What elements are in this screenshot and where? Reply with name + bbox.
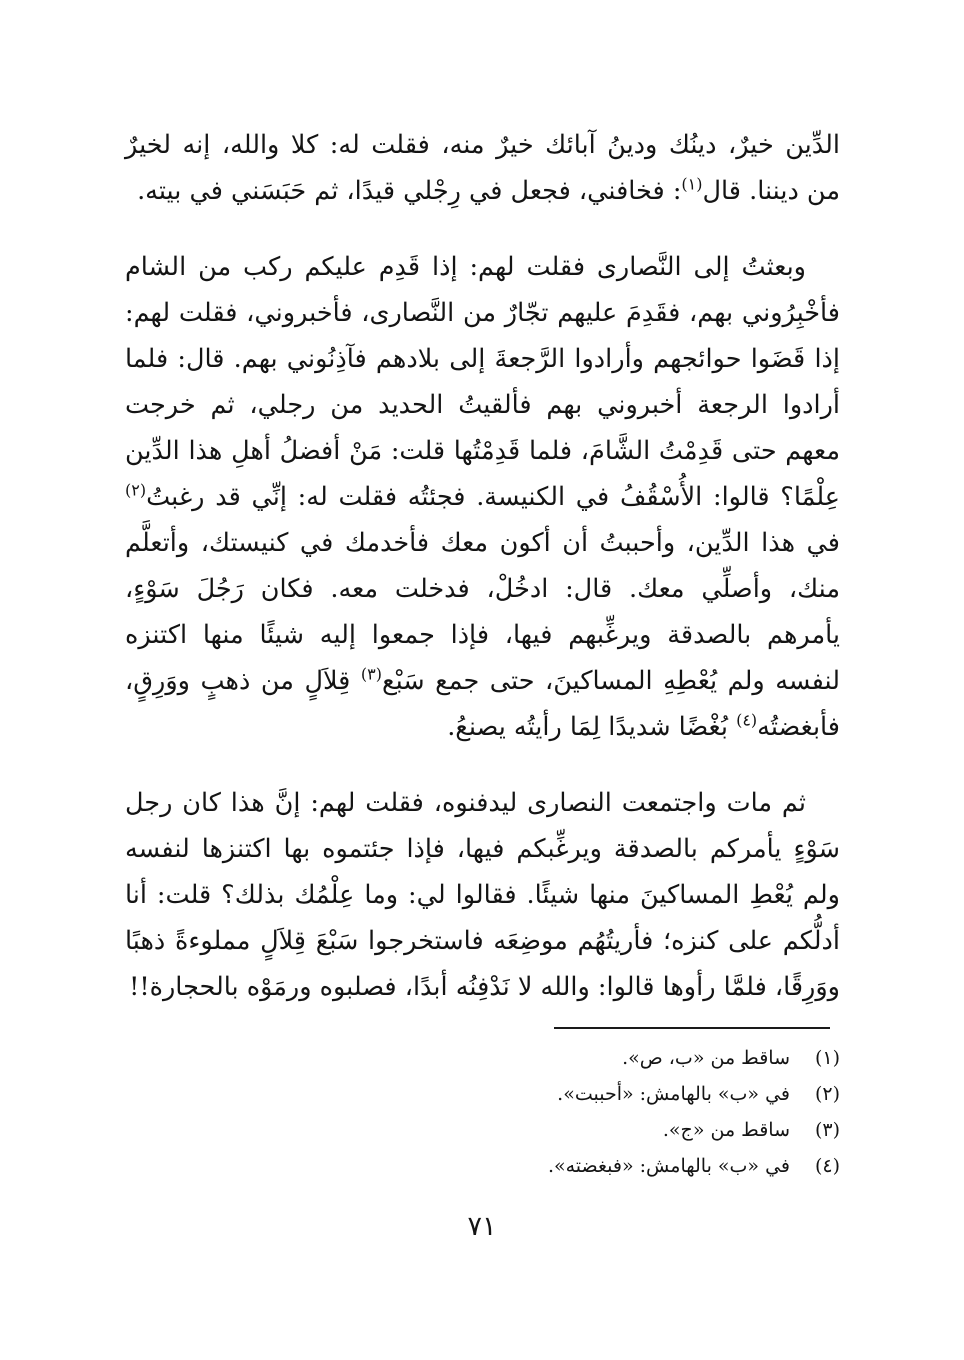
text-run: في هذا الدِّين، وأحببتُ أن أكون معك فأخدمك في كنيستك، وأتعلَّم منك، وأصلِّي معك. قال: ادخُلْ، فدخلت معه. فكان رَجُلَ سَوْءٍ، يأمرهم بالصدقة ويرغِّبهم فيها، فإذا جمعوا إليه شيئًا منها اكتنزه لنفسه ولم يُعْطِهِ المساكينَ، حتى جمع سَبْع: [125, 528, 840, 696]
footnote-text: في «ب» بالهامش: «أحببت».: [557, 1083, 790, 1105]
footnote-item: [125, 1040, 840, 1076]
footnote-reference: (١): [681, 174, 703, 194]
page-number: ٧١: [467, 1211, 497, 1242]
paragraph-3: [125, 780, 840, 1010]
footnote-text: ساقط من «ب، ص».: [622, 1047, 790, 1069]
footnote-number: (٣): [814, 1119, 840, 1141]
footnote-item: [125, 1148, 840, 1184]
footnote-number: (٤): [814, 1155, 840, 1177]
footnotes-list: [125, 1040, 840, 1184]
text-run: قِلاَلٍ من ذهبٍ ووَرِقٍ، فأبغضتُه: [125, 666, 840, 742]
footnote-separator: [554, 1027, 830, 1029]
text-run: وبعثتُ إلى النَّصارى فقلت لهم: إذا قَدِم عليكم ركب من الشام فأخْبِرُوني بهم، فقَدِمَ عليهم تجّارٌ من النَّصارى، فأخبروني، فقلت لهم: إذا قَضَوا حوائجهم وأرادوا الرَّجعةَ إلى بلادهم فآذِنُوني بهم. قال: فلما أرادوا الرجعة أخبروني بهم فألقيتُ الحديد من رجلي، ثم خرجت معهم حتى قَدِمْتُ الشَّامَ، فلما قَدِمْتُها قلت: مَنْ أفضلُ أهلِ هذا الدِّين عِلْمًا؟ قالوا: الأُسْقُفُ في الكنيسة. فجئتُه فقلت له: إنِّي قد رغبتُ: [125, 252, 840, 512]
main-text: [125, 122, 840, 1010]
footnote-reference: (٤): [736, 710, 758, 730]
footnote-item: [125, 1076, 840, 1112]
text-run: ثم مات واجتمعت النصارى ليدفنوه، فقلت لهم: إنَّ هذا كان رجل سَوْءٍ يأمركم بالصدقة ويرغِّبكم فيها، فإذا جئتموه بها اكتنزها لنفسه ولم يُعْطِ المساكينَ منها شيئًا. فقالوا لي: وما عِلْمُك بذلك؟ قلت: أنا أدلُّكم على كنزه؛ فأريتُهُم موضِعَه فاستخرجوا سَبْعَ قِلاَلٍ مملوءةً ذهبًا ووَرِقًا، فلمَّا رأوها قالوا: والله لا نَدْفِنُه أبدًا، فصلبوه ورمَوْه بالحجارة!!: [125, 788, 840, 1002]
paragraph-2: [125, 244, 840, 750]
footnote-number: (١): [814, 1047, 840, 1069]
footnote-item: [125, 1112, 840, 1148]
text-run: الدِّين خيرٌ، دينُك ودينُ آبائك خيرٌ منه، فقلت له: كلا والله، إنه لخيرٌ من ديننا. قال: [125, 130, 840, 206]
footnote-text: في «ب» بالهامش: «فبغضته».: [547, 1155, 790, 1177]
footnote-reference: (٣): [360, 664, 382, 684]
footnote-text: ساقط من «ج».: [662, 1119, 790, 1141]
footnote-reference: (٢): [125, 480, 147, 500]
text-run: بُغْضًا شديدًا لِمَا رأيتُه يصنعُ.: [447, 712, 737, 742]
footnote-number: (٢): [814, 1083, 840, 1105]
paragraph-1: [125, 122, 840, 214]
text-run: : فخافني، فجعل في رِجْلي قيدًا، ثم حَبَسَني في بيته.: [137, 176, 682, 206]
